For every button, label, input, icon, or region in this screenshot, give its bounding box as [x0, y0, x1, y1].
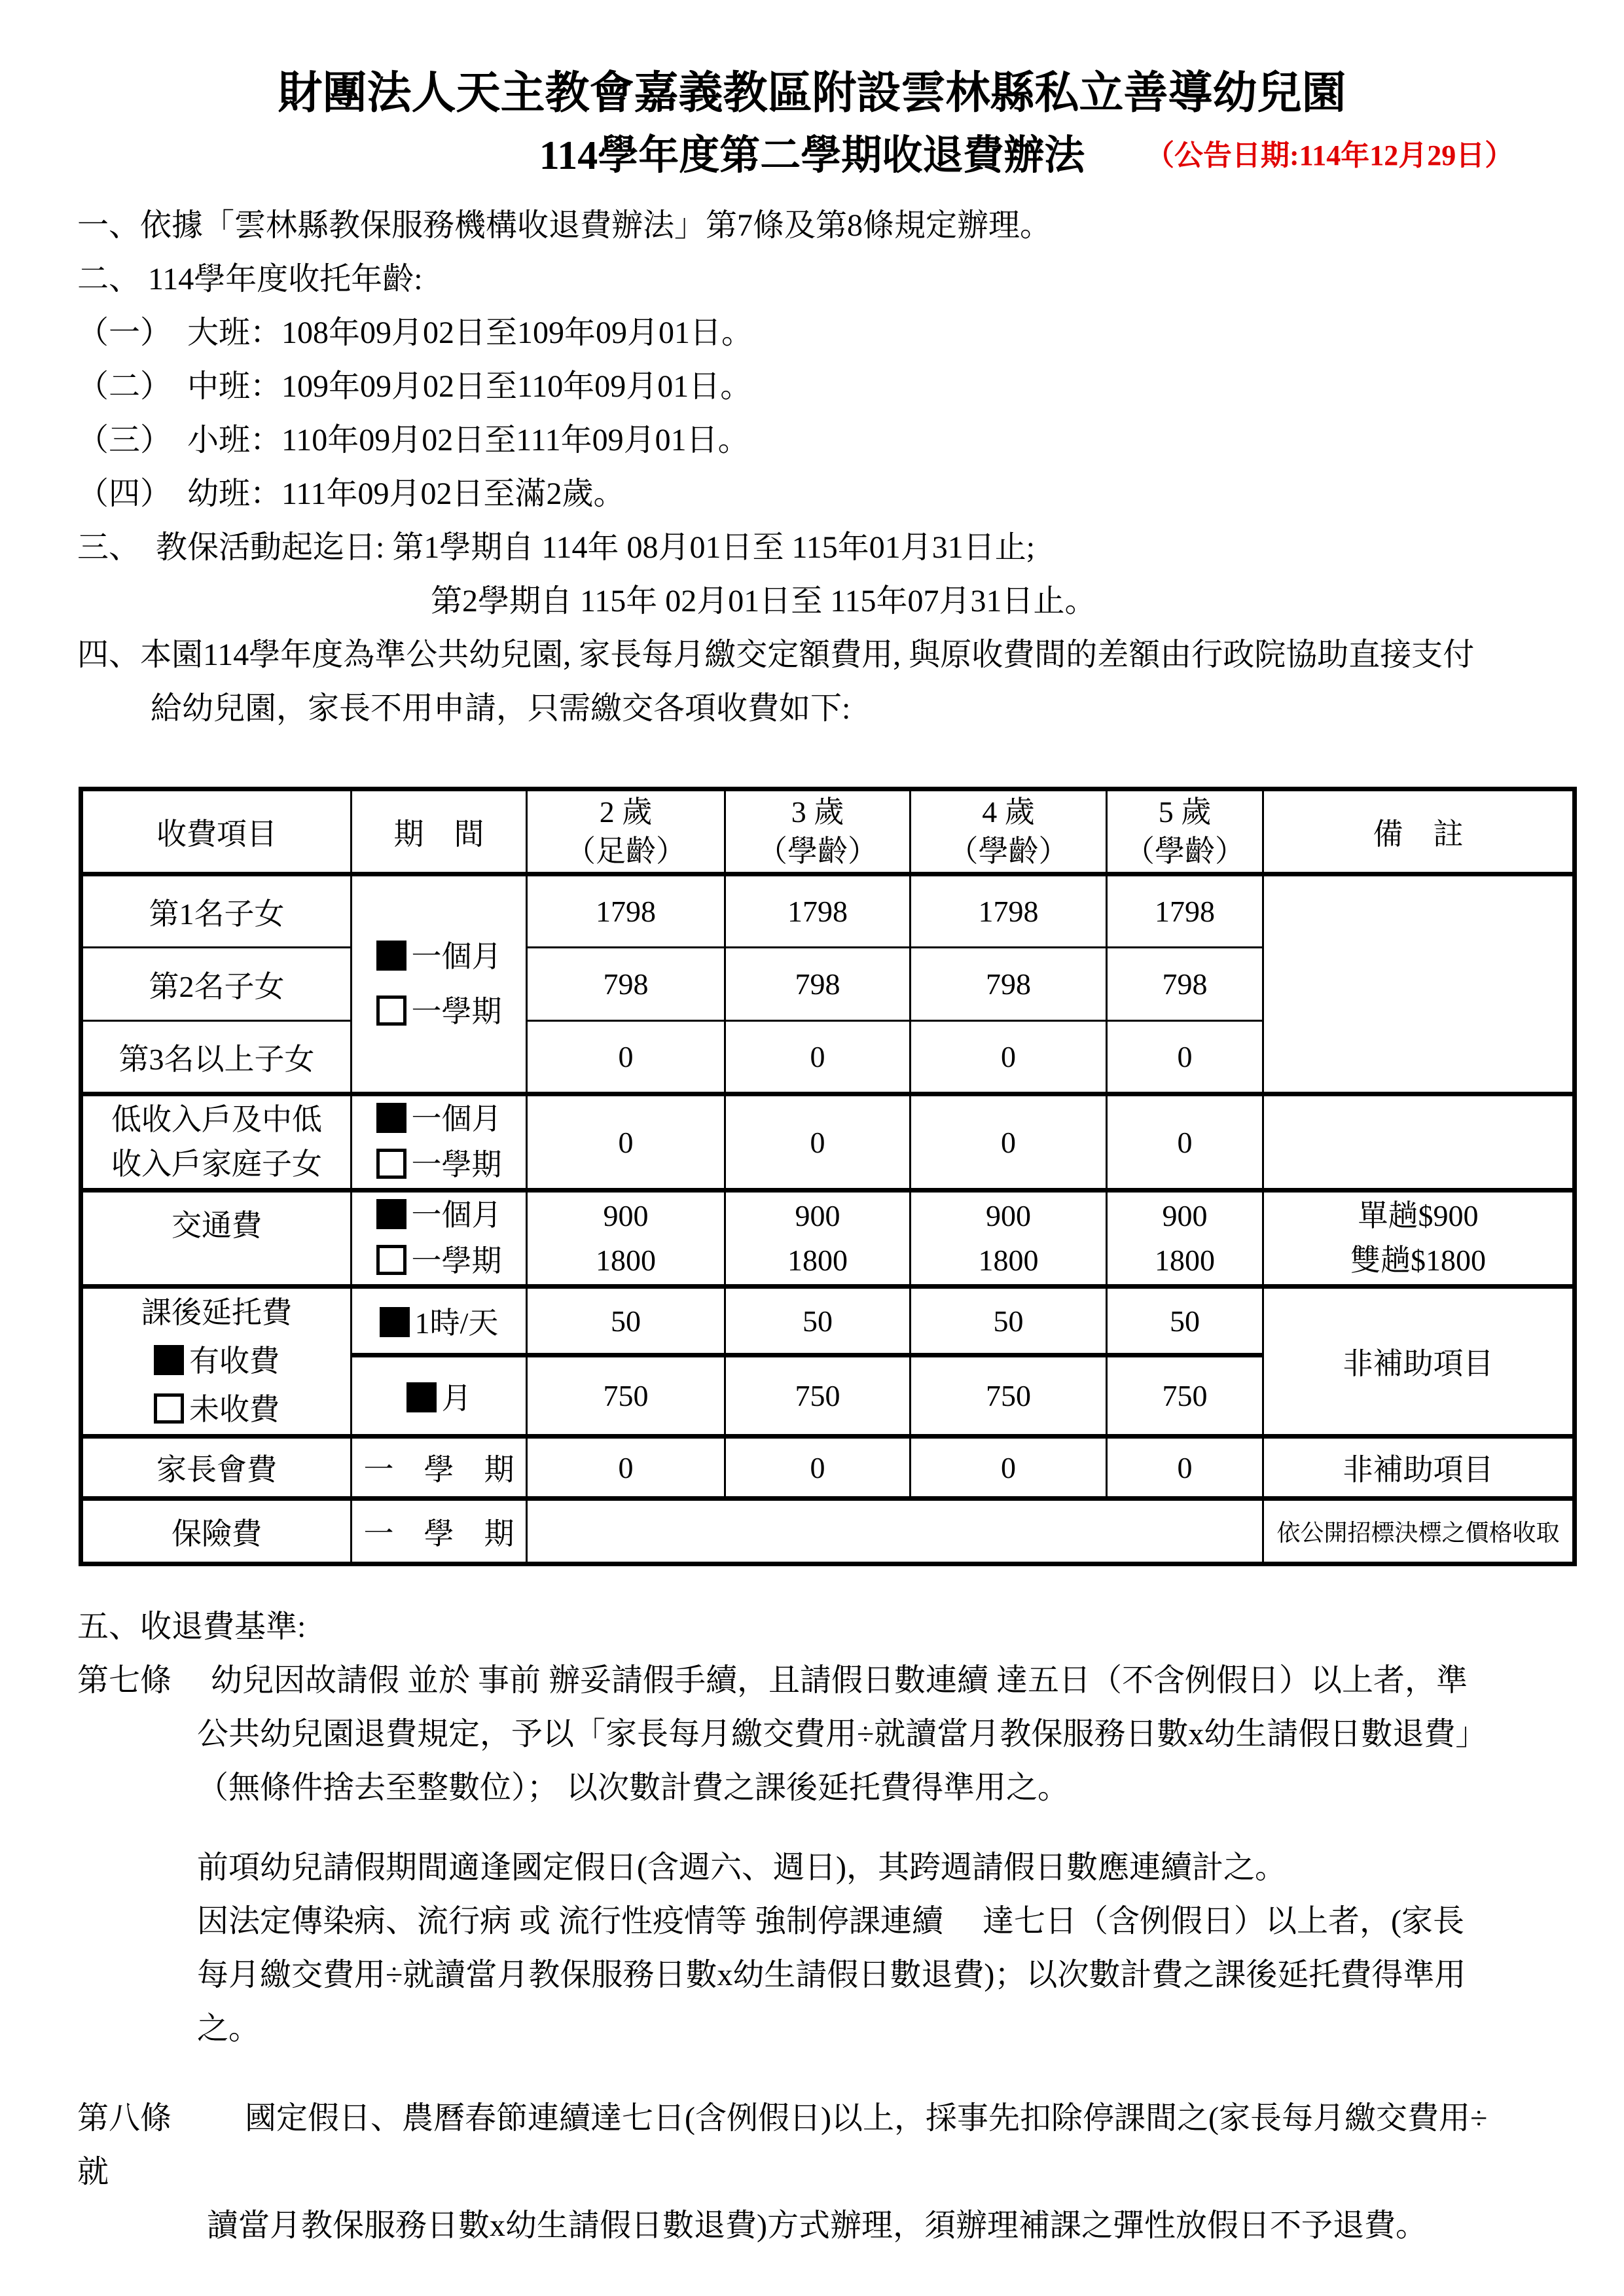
period-option-month: 一個月	[411, 1198, 502, 1232]
note-cell-parent-assoc: 非補助項目	[1263, 1437, 1575, 1499]
checkbox-unchecked-icon	[154, 1393, 184, 1424]
fee-table	[79, 787, 1577, 1566]
transport-month-fee: 900	[1162, 1199, 1208, 1232]
age-item-senior: （一） 大班：108年09月02日至109年09月01日。	[77, 315, 753, 350]
transport-semester-fee: 1800	[596, 1244, 656, 1277]
period-option-month: 一個月	[411, 939, 502, 973]
fee-value: 50	[1107, 1287, 1263, 1355]
checkbox-checked-icon	[380, 1307, 410, 1337]
article-7-line5: 因法定傳染病、流行病 或 流行性疫情等 強制停課連續 達七日（含例假日）以上者，(家長	[197, 1904, 1464, 1939]
period-option-semester: 一學期	[411, 994, 502, 1028]
age-item-middle: （二） 中班：109年09月02日至110年09月01日。	[77, 369, 752, 404]
clause-4-line1: 四、本園114學年度為準公共幼兒園, 家長每月繳交定額費用, 與原收費間的差額由行政院協助直接支付	[77, 637, 1475, 672]
fee-value: 0	[725, 1094, 911, 1191]
transport-semester-fee: 1800	[1155, 1244, 1215, 1277]
transport-month-fee: 900	[795, 1199, 840, 1232]
fee-value: 50	[527, 1287, 725, 1355]
period-cell-transport	[352, 1191, 527, 1287]
row-child1	[81, 874, 1575, 948]
subtitle-row	[0, 126, 1624, 186]
header-age3-line1: 3 歲	[791, 795, 844, 829]
article-7-line3: （無條件捨去至整數位）； 以次數計費之課後延托費得準用之。	[197, 1770, 1070, 1805]
fee-item-label-afterschool	[81, 1287, 352, 1437]
article-7-label: 第七條	[77, 1663, 172, 1698]
header-age4-line1: 4 歲	[982, 795, 1035, 829]
clause-4-line2: 給幼兒園，家長不用申請，只需繳交各項收費如下:	[151, 691, 851, 726]
fee-value: 0	[527, 1094, 725, 1191]
clause-3-line2: 第2學期自 115年 02月01日至 115年07月31日止。	[431, 584, 1096, 619]
article-7-line2: 公共幼兒園退費規定，予以「家長每月繳交費用÷就讀當月教保服務日數x幼生請假日數退費」	[197, 1717, 1487, 1751]
document-title: 財團法人天主教會嘉義教區附設雲林縣私立善導幼兒園	[278, 68, 1346, 118]
low-income-label-line2: 收入戶家庭子女	[111, 1147, 322, 1181]
header-age3	[725, 789, 911, 874]
fee-item-label: 保險費	[81, 1499, 352, 1564]
row-transport	[81, 1191, 1575, 1287]
fee-value: 798	[911, 948, 1107, 1021]
fee-value: 0	[725, 1021, 911, 1094]
note-cell-empty	[1263, 874, 1575, 1094]
article-8-label: 第八條	[77, 2101, 172, 2136]
checkbox-checked-icon	[406, 1382, 437, 1412]
header-note: 備 註	[1263, 789, 1575, 874]
insurance-value-cell-empty	[527, 1499, 1263, 1564]
fee-value: 50	[911, 1287, 1107, 1355]
article-7-line7: 之。	[197, 2011, 261, 2046]
article-8-line3: 讀當月教保服務日數x幼生請假日數退費)方式辦理，須辦理補課之彈性放假日不予退費。	[207, 2208, 1427, 2243]
article-7-text: 幼兒因故請假 並於 事前 辦妥請假手續，且請假日數連續 達五日（不含例假日）以上者，準	[211, 1663, 1468, 1698]
fee-value: 1798	[725, 874, 911, 948]
fee-item-label	[81, 1094, 352, 1191]
fee-value: 0	[911, 1094, 1107, 1191]
article-7-line4: 前項幼兒請假期間適逢國定假日(含週六、週日)，其跨週請假日數應連續計之。	[197, 1850, 1286, 1885]
period-cell-low-income	[352, 1094, 527, 1191]
row-afterschool-hour	[81, 1287, 1575, 1355]
fee-value: 0	[725, 1437, 911, 1499]
transport-semester-fee: 1800	[787, 1244, 848, 1277]
period-cell-hour	[352, 1287, 527, 1355]
fee-value: 0	[1107, 1437, 1263, 1499]
period-option-semester: 一學期	[411, 1148, 502, 1181]
note-cell-empty	[1263, 1094, 1575, 1191]
transport-month-fee: 900	[986, 1199, 1031, 1232]
checkbox-checked-icon	[154, 1345, 184, 1375]
announcement-date: （公告日期:114年12月29日）	[1146, 139, 1514, 171]
fee-value-stack	[527, 1191, 725, 1287]
period-option-semester: 一學期	[411, 1244, 502, 1278]
transport-month-fee: 900	[603, 1199, 649, 1232]
rules-section	[0, 1600, 1624, 2253]
afterschool-hour-period: 1時/天	[414, 1306, 499, 1340]
fee-value: 0	[911, 1437, 1107, 1499]
fee-item-label: 第3名以上子女	[81, 1021, 352, 1094]
fee-value-stack	[911, 1191, 1107, 1287]
clause-3-line1: 三、 教保活動起迄日: 第1學期自 114年 08月01日至 115年01月31日止;	[77, 530, 1036, 565]
header-age4	[911, 789, 1107, 874]
fee-value: 798	[725, 948, 911, 1021]
fee-value-stack	[1107, 1191, 1263, 1287]
note-cell-transport	[1263, 1191, 1575, 1287]
note-cell-afterschool: 非補助項目	[1263, 1287, 1575, 1437]
period-cell-month	[352, 1355, 527, 1437]
checkbox-checked-icon	[376, 1103, 406, 1133]
header-age2-line1: 2 歲	[599, 795, 653, 829]
fee-value: 0	[911, 1021, 1107, 1094]
transport-note-round: 雙趟$1800	[1350, 1244, 1486, 1277]
fee-value: 750	[725, 1355, 911, 1437]
clause-2: 二、 114學年度收托年齡:	[77, 262, 423, 296]
header-age5	[1107, 789, 1263, 874]
fee-value: 798	[527, 948, 725, 1021]
fee-value: 750	[1107, 1355, 1263, 1437]
article-7-line1	[77, 1654, 1624, 1708]
afterschool-label: 課後延托費	[141, 1296, 292, 1329]
article-8-line1	[77, 2092, 1624, 2145]
age-item-junior: （三） 小班：110年09月02日至111年09月01日。	[77, 423, 749, 457]
header-age2-line2: （足齡）	[566, 834, 686, 868]
header-age3-line2: （學齡）	[757, 834, 878, 868]
afterschool-month-period: 月	[441, 1381, 472, 1415]
fee-value: 0	[1107, 1094, 1263, 1191]
fee-value: 750	[911, 1355, 1107, 1437]
checkbox-checked-icon	[376, 941, 406, 971]
checkbox-unchecked-icon	[376, 996, 406, 1026]
period-cell-children	[352, 874, 527, 1094]
period-option-month: 一個月	[411, 1102, 502, 1136]
header-age2	[527, 789, 725, 874]
document-subtitle: 114學年度第二學期收退費辦法	[539, 134, 1085, 178]
clause-1: 一、依據「雲林縣教保服務機構收退費辦法」第7條及第8條規定辦理。	[77, 208, 1052, 243]
checkbox-unchecked-icon	[376, 1245, 406, 1275]
fee-item-label: 第1名子女	[81, 874, 352, 948]
low-income-label-line1: 低收入戶及中低	[111, 1103, 322, 1136]
fee-value: 1798	[911, 874, 1107, 948]
fee-value: 0	[527, 1437, 725, 1499]
header-age5-line2: （學齡）	[1125, 834, 1245, 868]
header-age4-line2: （學齡）	[948, 834, 1069, 868]
fee-value: 750	[527, 1355, 725, 1437]
row-insurance	[81, 1499, 1575, 1564]
row-low-income	[81, 1094, 1575, 1191]
fee-value: 1798	[1107, 874, 1263, 948]
intro-section	[0, 199, 1624, 736]
fee-value: 0	[527, 1021, 725, 1094]
note-cell-insurance: 依公開招標決標之價格收取	[1263, 1499, 1575, 1564]
rules-heading: 五、收退費基準:	[77, 1609, 306, 1644]
header-age5-line1: 5 歲	[1158, 795, 1212, 829]
header-period: 期 間	[352, 789, 527, 874]
period-cell-semester: 一 學 期	[352, 1437, 527, 1499]
fee-item-label: 交通費	[81, 1191, 352, 1287]
fee-value: 798	[1107, 948, 1263, 1021]
period-cell-semester: 一 學 期	[352, 1499, 527, 1564]
fee-item-label: 家長會費	[81, 1437, 352, 1499]
checkbox-checked-icon	[376, 1199, 406, 1229]
fee-value: 1798	[527, 874, 725, 948]
fee-value: 0	[1107, 1021, 1263, 1094]
fee-table-header-row	[81, 789, 1575, 874]
fee-value-stack	[725, 1191, 911, 1287]
afterschool-not-charged-label: 未收費	[189, 1393, 280, 1426]
header-item: 收費項目	[81, 789, 352, 874]
article-8-text: 國定假日、農曆春節連續達七日(含例假日)以上，採事先扣除停課間之(家長每月繳交費用÷	[245, 2101, 1488, 2136]
fee-value: 50	[725, 1287, 911, 1355]
transport-note-single: 單趟$900	[1358, 1199, 1479, 1232]
transport-semester-fee: 1800	[978, 1244, 1039, 1277]
fee-item-label: 第2名子女	[81, 948, 352, 1021]
age-item-toddler: （四） 幼班：111年09月02日至滿2歲。	[77, 476, 625, 511]
afterschool-charged-label: 有收費	[189, 1344, 280, 1378]
article-8-line2: 就	[77, 2155, 109, 2189]
row-parent-association	[81, 1437, 1575, 1499]
checkbox-unchecked-icon	[376, 1149, 406, 1179]
article-7-line6: 每月繳交費用÷就讀當月教保服務日數x幼生請假日數退費)；以次數計費之課後延托費得準用	[197, 1958, 1466, 1992]
